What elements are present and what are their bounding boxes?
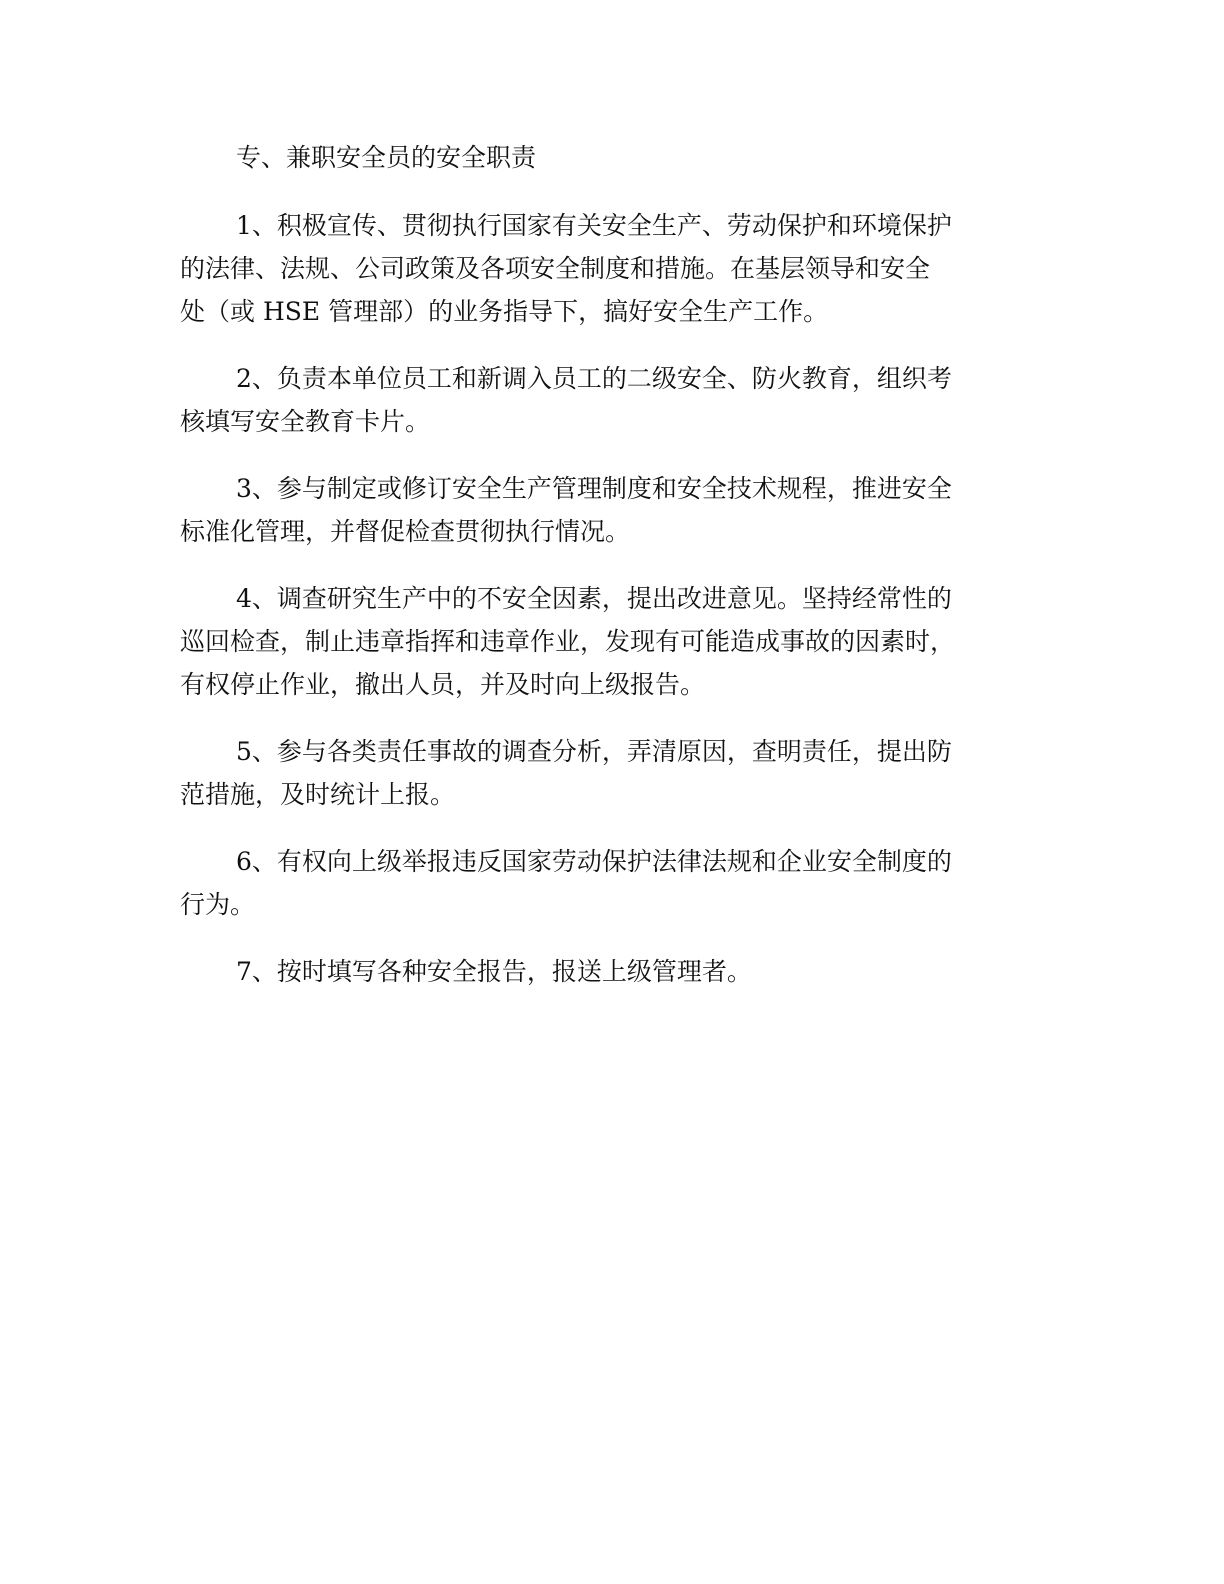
duty-paragraph-4: 4、调查研究生产中的不安全因素，提出改进意见。坚持经常性的 巡回检查，制止违章指挥和违章作业，发现有可能造成事故的因素时， 有权停止作业，撤出人员，并及时向上级报告。 xyxy=(180,584,956,699)
duty-paragraph-7: 7、按时填写各种安全报告，报送上级管理者。 xyxy=(236,957,752,986)
document-body xyxy=(180,138,1060,1017)
duty-paragraph-1: 1、积极宣传、贯彻执行国家有关安全生产、劳动保护和环境保护 的法律、法规、公司政策及各项安全制度和措施。在基层领导和安全 处（或 HSE 管理部）的业务指导下，搞好安全生产工作。 xyxy=(180,211,952,326)
document-title: 专、兼职安全员的安全职责 xyxy=(236,143,537,172)
duty-paragraph-6: 6、有权向上级举报违反国家劳动保护法律法规和企业安全制度的 行为。 xyxy=(180,847,952,919)
duty-paragraph-3: 3、参与制定或修订安全生产管理制度和安全技术规程，推进安全 标准化管理，并督促检查贯彻执行情况。 xyxy=(180,474,952,546)
duty-paragraph-5: 5、参与各类责任事故的调查分析，弄清原因，查明责任，提出防 范措施，及时统计上报。 xyxy=(180,737,952,809)
duty-paragraph-2: 2、负责本单位员工和新调入员工的二级安全、防火教育，组织考 核填写安全教育卡片。 xyxy=(180,364,952,436)
